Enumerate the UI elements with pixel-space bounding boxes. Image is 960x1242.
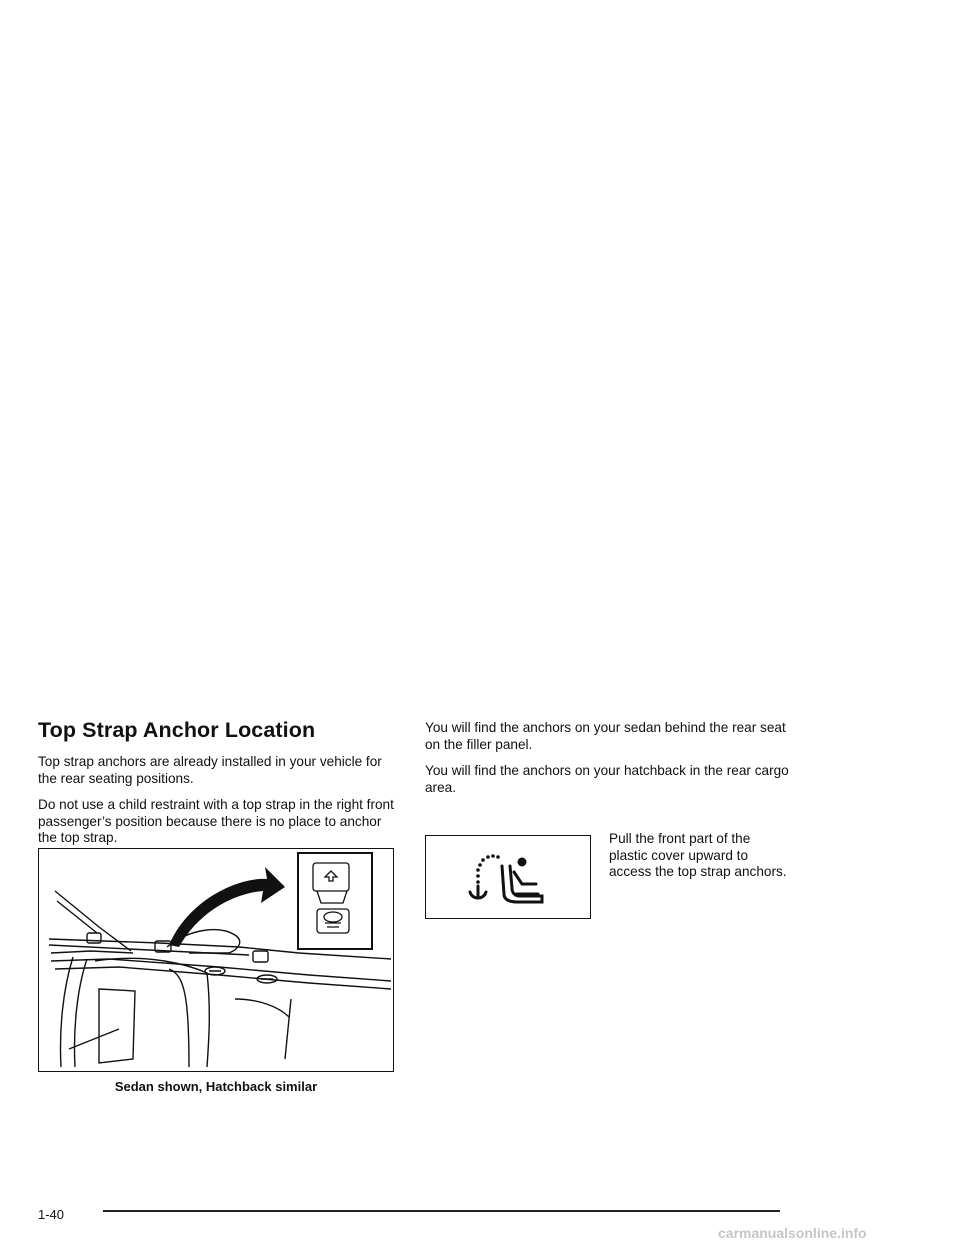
site-watermark: carmanualsonline.info [718, 1225, 867, 1241]
symbol-instruction [609, 831, 789, 881]
body-paragraph-4: You will find the anchors on your hatchback in the rear cargo area. [425, 763, 789, 795]
left-column [38, 716, 396, 857]
seat-filler-panel-drawing [39, 849, 392, 1070]
top-strap-anchor-symbol [425, 835, 591, 919]
page-number: 1-40 [38, 1207, 65, 1222]
pull-direction-arrow [169, 867, 285, 947]
right-column [425, 720, 790, 806]
body-paragraph-2: Do not use a child restraint with a top strap in the right front passenger’s position because there is no place to anchor the top strap. [38, 797, 394, 845]
footer-rule [103, 1210, 780, 1212]
figure-caption: Sedan shown, Hatchback similar [114, 1079, 318, 1094]
rear-seat-illustration [38, 848, 394, 1072]
section-heading: Top Strap Anchor Location [38, 718, 316, 742]
body-paragraph-1: Top strap anchors are already installed in your vehicle for the rear seating positions. [38, 754, 382, 786]
child-seat-anchor-icon [426, 836, 589, 917]
instruction-text: Pull the front part of the plastic cover upward to access the top strap anchors. [609, 831, 787, 879]
cover-detail-inset [298, 853, 372, 949]
body-paragraph-3: You will find the anchors on your sedan behind the rear seat on the filler panel. [425, 720, 786, 752]
